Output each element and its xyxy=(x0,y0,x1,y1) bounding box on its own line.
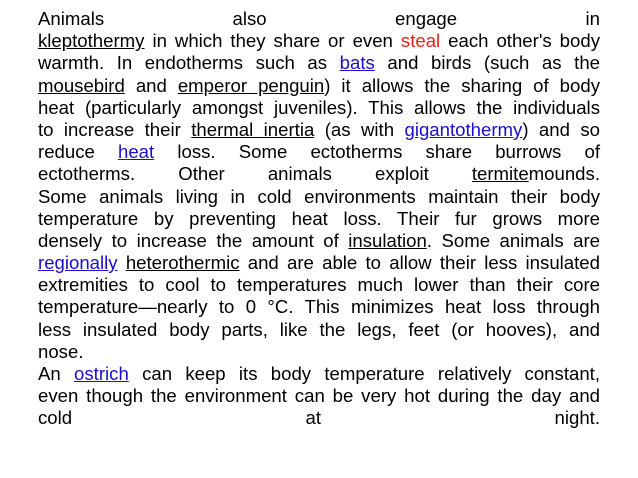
text-run: even though the environment can be very hot during the day and xyxy=(38,385,600,407)
text-line xyxy=(38,52,600,74)
text-line xyxy=(38,363,600,385)
term-heterothermic: heterothermic xyxy=(125,252,240,274)
link-ostrich[interactable]: ostrich xyxy=(74,363,129,384)
link-heat[interactable]: heat xyxy=(118,141,155,163)
text-line xyxy=(38,230,600,252)
term-kleptothermy: kleptothermy xyxy=(38,30,145,52)
text-line xyxy=(38,119,600,141)
text-line xyxy=(38,97,600,119)
text-line xyxy=(38,186,600,208)
text-line xyxy=(38,208,600,230)
link-regionally[interactable]: regionally xyxy=(38,252,118,274)
text-line xyxy=(38,141,600,163)
text-run: loss. Some ectotherms share burrows of xyxy=(154,141,600,163)
text-line xyxy=(38,274,600,296)
text-run: can keep its body temperature relatively constant, xyxy=(128,363,600,384)
text-run: cold at night. xyxy=(38,407,600,429)
text-run: each other's body xyxy=(440,30,600,52)
text-line xyxy=(38,341,600,363)
term-insulation: insulation xyxy=(348,229,427,251)
highlight-steal: steal xyxy=(400,30,441,52)
text-line xyxy=(38,30,600,52)
term-emperor-penguin: emperor penguin xyxy=(177,74,325,96)
text-run: extremities to cool to temperatures much lower than their core xyxy=(38,274,600,296)
text-run: warmth. In endotherms such as xyxy=(38,52,340,74)
text-run: ectotherms. Other animals exploit xyxy=(38,163,472,185)
text-run: mounds. xyxy=(528,163,600,185)
text-run: temperature—nearly to 0 °C. This minimizes heat loss through xyxy=(38,296,600,318)
text-run: Some animals living in cold environments maintain their body xyxy=(38,185,600,207)
text-line xyxy=(38,75,600,97)
text-run: reduce xyxy=(38,141,118,163)
text-run: and birds (such as the xyxy=(374,52,601,74)
text-run: An xyxy=(38,363,75,384)
term-termite: termite xyxy=(471,163,529,185)
text-line xyxy=(38,163,600,185)
text-run: ) and so xyxy=(522,118,601,140)
text-run: temperature by preventing heat loss. Their fur grows more xyxy=(38,207,600,229)
text-run: Animals also engage in xyxy=(38,8,600,29)
text-run: and xyxy=(124,74,178,96)
text-line xyxy=(38,407,600,429)
link-bats[interactable]: bats xyxy=(339,52,375,74)
text-run: nose. xyxy=(38,340,84,362)
text-run xyxy=(118,252,126,273)
text-line xyxy=(38,252,600,274)
text-run: . Some animals are xyxy=(426,229,600,251)
term-thermal-inertia: thermal inertia xyxy=(191,118,315,140)
text-line xyxy=(38,319,600,341)
text-run: in which they share or even xyxy=(144,30,401,52)
text-run: to increase their xyxy=(38,118,192,140)
link-gigantothermy[interactable]: gigantothermy xyxy=(404,118,523,140)
text-line xyxy=(38,8,600,30)
text-run: heat (particularly amongst juveniles). This allows the individuals xyxy=(38,96,600,118)
text-run: (as with xyxy=(314,118,405,140)
text-line xyxy=(38,296,600,318)
term-mousebird: mousebird xyxy=(38,74,125,96)
text-run: densely to increase the amount of xyxy=(38,229,349,251)
text-run: and are able to allow their less insulated xyxy=(239,252,600,274)
text-line xyxy=(38,385,600,407)
document-body xyxy=(38,8,600,430)
text-run: less insulated body parts, like the legs, feet (or hooves), and xyxy=(38,318,600,340)
text-run: ) it allows the sharing of body xyxy=(324,74,600,96)
